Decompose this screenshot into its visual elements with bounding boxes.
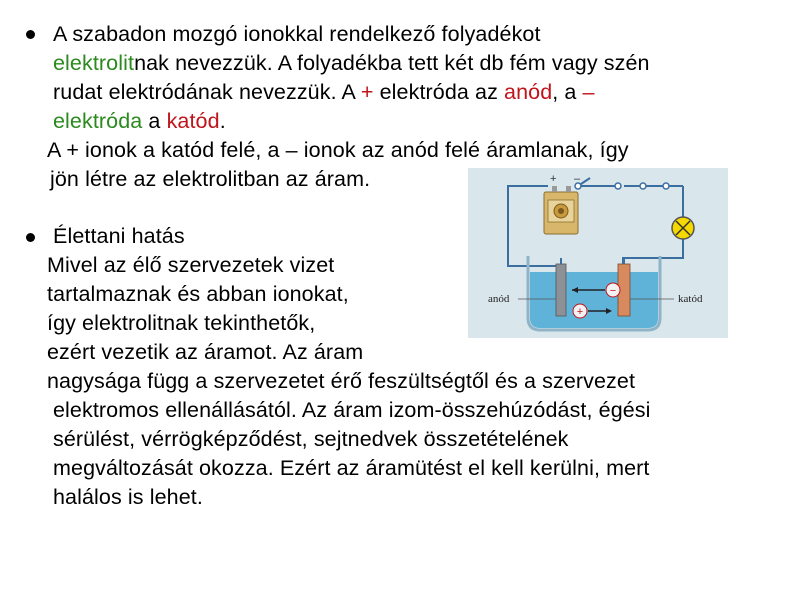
bullet-2-line-9: halálos is lehet. — [53, 485, 203, 509]
term-elektrolit: elektrolit — [53, 51, 135, 75]
bullet-2-line-2: tartalmaznak és abban ionokat, — [47, 282, 349, 306]
text-span: a — [142, 109, 167, 133]
bullet-1-line-5: A + ionok a katód felé, a – ionok az anód felé áramlanak, így — [47, 138, 629, 162]
positive-ion-sign: + — [576, 306, 584, 318]
bullet-1-line-2 — [53, 49, 650, 78]
text-span: . — [219, 109, 226, 133]
battery-icon — [544, 186, 578, 234]
plus-sign: + — [360, 80, 374, 104]
bullet-2-line-6: elektromos ellenállásától. Az áram izom-összehúzódást, égési — [53, 398, 651, 422]
minus-sign: – — [582, 80, 595, 104]
bullet-2-line-4: ezért vezetik az áramot. Az áram — [47, 340, 364, 364]
bullet-2-line-5: nagysága függ a szervezetet érő feszültségtől és a szervezet — [47, 369, 636, 393]
plus-terminal-label: + — [550, 173, 557, 185]
bulb-icon — [672, 217, 694, 239]
bullet-2-title: Élettani hatás — [53, 224, 185, 248]
bullet-2-marker — [26, 233, 35, 242]
bullet-2-line-8: megváltozását okozza. Ezért az áramütést el kell kerülni, mert — [53, 456, 650, 480]
bullet-2-line-3: így elektrolitnak tekinthetők, — [47, 311, 316, 335]
term-elektroda: elektróda — [53, 109, 143, 133]
term-anod: anód — [504, 80, 553, 104]
anode-label: anód — [488, 293, 510, 305]
bullet-2-line-1: Mivel az élő szervezetek vizet — [47, 253, 335, 277]
bullet-1-line-6: jön létre az elektrolitban az áram. — [50, 167, 371, 191]
text-span: elektróda az — [373, 80, 505, 104]
positive-ion — [573, 304, 587, 318]
bullet-1-line-1: A szabadon mozgó ionokkal rendelkező folyadékot — [53, 22, 541, 46]
text-span: rudat elektródának nevezzük. A — [53, 80, 361, 104]
text-span: nak nevezzük. A folyadékba tett két db fém vagy szén — [134, 51, 650, 75]
negative-ion-sign: − — [609, 285, 617, 297]
negative-ion — [606, 283, 620, 297]
electrolysis-diagram — [468, 168, 728, 338]
term-katod: katód — [166, 109, 220, 133]
bullet-1-line-4 — [53, 107, 226, 136]
bullet-1-marker — [26, 30, 35, 39]
anode-electrode — [556, 264, 566, 316]
text-span: , a — [552, 80, 583, 104]
minus-terminal-label: – — [574, 173, 581, 185]
bullet-2-line-7: sérülést, vérrögképződést, sejtnedvek összetételének — [53, 427, 569, 451]
bullet-1-line-3 — [53, 78, 595, 107]
cathode-label: katód — [678, 293, 703, 305]
